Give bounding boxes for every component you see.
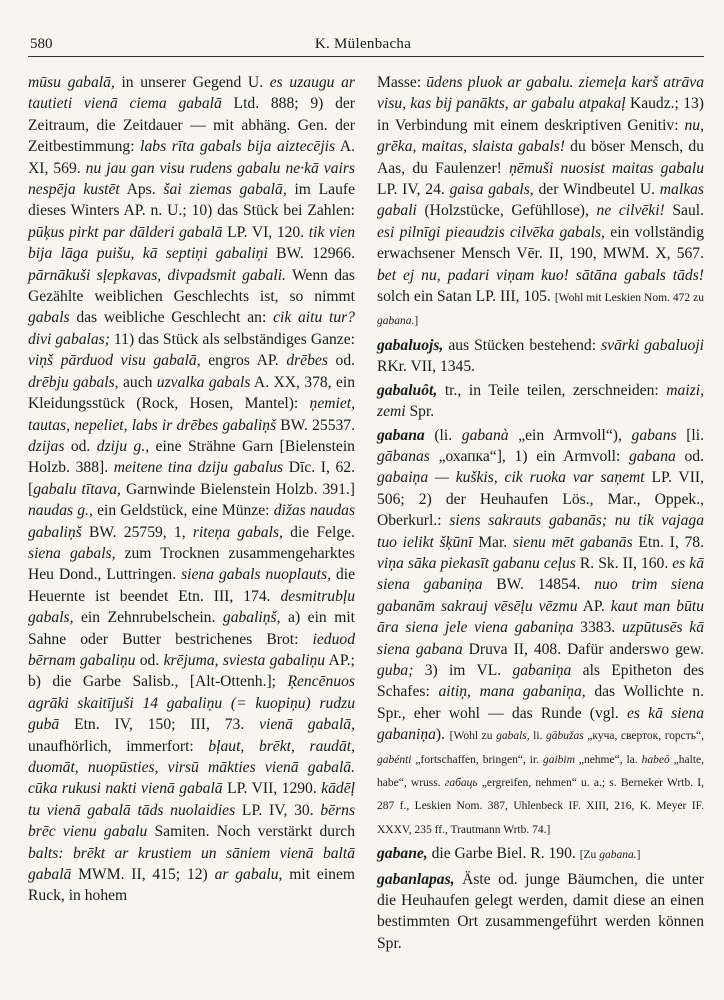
body-text: 3383. [573,619,622,637]
italic-text: gabalu tītava, [33,480,121,498]
body-text: das weibliche Geschlecht an: [69,309,274,327]
right-column [377,72,704,954]
italic-text: Ŗencēnuos agrāki skaitījuši 14 gabaliņu (= kuopiņu) rudzu gubā [28,673,355,734]
body-text: LP. VII, 506; 2) der Heuhaufen Lös., Mar., Oppek., Oberkurl.: [377,469,704,530]
body-text: Masse: [377,74,427,91]
headword: gabaluôt, [377,381,438,399]
body-text: Wenn das Gezählte weiblichen Geschlechts ist, so nimmt [28,266,355,306]
body-text: BW. 25537. [276,416,355,434]
body-text: Aps. [119,181,164,199]
body-text: unaufhörlich, immerfort: [28,737,209,755]
body-text: (Holzstücke, Gefühllose), [416,202,597,220]
body-text: od. [64,437,97,455]
italic-text: ne cilvēki! [596,202,665,220]
body-text: in unserer Gegend U. [114,74,270,91]
body-text: Saul. [664,202,705,220]
etymology-note: „halte, habe“, wruss. [377,753,704,789]
italic-text: gābanas [377,447,430,465]
italic-text: bet ej nu, padari viņam kuo! sātāna gabals tāds! [377,266,704,284]
headword: gabane, [377,845,428,863]
body-text: eine Strähne Garn [Bielenstein Holzb. 388]. [28,437,355,477]
etymology-italic: habeō [641,753,670,766]
etymology-italic: gabana. [599,849,637,862]
body-text: „ein Armvoll“), [508,426,632,444]
body-text: 3) im VL. [413,661,513,679]
body-text: Etn. I, 78. [632,533,704,551]
body-text: Äste od. junge Bäumchen, die unter die Heuhaufen gelegt werden, damit diese an einen bestimmten Ort zusammengeführt werden können Spr. [377,870,704,952]
italic-text: gaisa gabals, [449,181,534,199]
etymology-italic: gaibim [542,753,575,766]
italic-text: krējuma, sviesta gabaliņu [163,651,326,669]
body-text: auch [118,373,157,391]
body-text: od. [675,447,704,465]
etymology-note: „ergreifen, nehmen“ u. a.; s. Berneker Wrtb. I, 287 f., Leskien Nom. 387, Uhlenbeck IF. XIII, 216, K. Meyer IF. XXXV, 235 ff., Trautmann Wrtb. 74.] [377,777,704,836]
body-text: Druva II, 408. Dafür anderswo gew. [462,640,704,658]
headword: gabaluojs, [377,336,444,354]
italic-text: šai ziemas gabalā, [163,181,287,199]
italic-text: ieduod bērnam gabaliņu [28,630,355,669]
body-text: A. XI, 569. [28,138,355,177]
italic-text: kādēļ tu vienā gabalā tāds nuolaidies [28,780,355,819]
headword: gabana [377,426,425,444]
body-text: (li. [424,426,462,444]
italic-text: ar gabalu, [214,866,283,884]
italic-text: gabans [631,426,677,444]
italic-text: pūķus pirkt par dālderi gabalā [28,223,223,241]
entry-paragraph [28,72,355,907]
body-text: Dīc. I, 62. [ [28,459,355,498]
entry-paragraph [377,72,704,333]
left-column [28,72,355,954]
italic-text: tik vien bija lāga puišu, kā septiņi gabaliņi [28,223,355,263]
italic-text: gabals [28,309,70,327]
body-text: tr., in Teile teilen, zerschneiden: [437,381,667,399]
entry-paragraph [377,869,704,955]
etymology-italic: gabals, [496,730,530,743]
body-text: im Laufe dieses Winters AP. n. U.; 10) das Stück bei Zahlen: [28,181,356,220]
etymology-note: ] [636,849,641,862]
italic-text: gabanà [461,426,509,444]
italic-text: vienā gabalā, [259,716,355,734]
body-text: du böser Mensch, du Aas, du Faulenzer! [377,138,704,177]
etymology-italic: gābužas [546,730,584,743]
italic-text: dzijas [28,437,65,455]
body-text: Samiten. Noch verstärkt durch [147,823,355,841]
italic-text: kaut man būtu āra siena jele viena gabaniņa [377,597,705,637]
etymology-italic: габаць [444,777,478,789]
italic-text: labs rīta gabals bija aiztecējis [140,138,336,156]
page-number: 580 [30,36,53,52]
body-text: ). [435,726,450,744]
italic-text: mūsu gabalā, [28,74,115,91]
body-text: LP. IV, 24. [377,181,450,199]
body-text: BW. 25759, 1, [81,523,193,541]
italic-text: drēbes [286,352,328,370]
italic-text: siena gabals, [28,544,116,562]
italic-text: ņēmuši nuosist maitas gabalu [509,159,704,177]
body-text: a) ein mit Sahne oder Butter bestrichenes Brot: [28,609,355,648]
body-text: BW. 14854. [482,576,595,594]
italic-text: sienu mēt gabanās [512,533,633,551]
body-text: mit einem Ruck, in hohem [28,866,355,905]
body-text: „охапка“], 1) ein Armvoll: [429,447,630,465]
etymology-note: [Zu [579,849,600,862]
etymology-note: ] [414,315,419,328]
italic-text: desmitrubļu gabals, [28,587,355,627]
etymology-note: [Wohl mit Leskien Nom. 472 zu [554,292,704,305]
body-text: R. Sk. II, 160. [575,554,673,572]
body-text: AP.; b) die Garbe Salisb., [Alt-Ottenh.]; [28,651,355,691]
body-text: MWM. II, 415; 12) [71,866,215,884]
body-text: RKr. VII, 1345. [377,358,476,376]
body-text: od. [327,352,356,370]
entry-paragraph [377,380,704,423]
italic-text: meitene tina dziju gabalus [113,459,284,477]
italic-text: bļaut, brēkt, raudāt, duomāt, nuopūsties, virsū mākties vienā gabalā. cūka rukusi nakti vienā gabalā [28,737,355,798]
body-text: Ltd. 888; 9) der Zeitraum, die Zeitdauer — mit abhäng. Gen. der Zeitbestimmung: [28,95,355,156]
body-text: engros AP. [200,352,287,370]
body-text: die Heuernte ist beendet Etn. III, 174. [28,566,355,605]
body-text: od. [135,651,164,669]
italic-text: dižas naudas gabaliņš [28,502,356,541]
italic-text: dziju g., [96,437,150,455]
etymology-note: [Wohl zu [449,730,497,743]
italic-text: uzvalka gabals [156,373,251,391]
italic-text: aitiņ, mana gabaniņa, [438,683,586,701]
body-text: Mar. [472,533,513,551]
body-text: die Garbe Biel. R. 190. [427,845,580,863]
etymology-note: „fortschaffen, bringen“, ir. [411,753,543,766]
entry-paragraph [377,425,704,842]
body-text: 11) das Stück als selbständiges Ganze: [109,330,355,348]
italic-text: guba; [377,661,414,679]
italic-text: gabana [629,447,676,465]
italic-text: gabaliņš, [222,609,281,627]
italic-text: gabaiņa — kuškis, cik ruoka var saņemt [377,469,645,487]
page-header [22,30,704,54]
italic-text: nu, grēka, maitas, slaista gabals! [377,116,704,156]
italic-text: siens sakrauts gabanās; nu tik vajaga tuo ielikt šķūnī [377,512,705,551]
italic-text: es kā siena gabaniņa [377,554,705,594]
italic-text: cik aitu tur? divi gabalas; [28,309,355,348]
italic-text: svārki gabaluoji [601,336,704,354]
italic-text: drēbju gabals, [28,373,119,391]
italic-text: nuo trim siena gabanām sakrauj vēsēļu vēzmu [377,576,704,615]
body-text: ein Zehnrubelschein. [73,609,223,627]
italic-text: gabaniņa [512,661,572,679]
body-text: ein vollständig erwachsener Mensch Vēr. II, 190, MWM. X, 567. [377,223,704,263]
body-text: AP. [577,597,611,615]
italic-text: viņa sāka piekasīt gabanu ceļus [377,554,576,572]
body-text: das Wollichte n. Spr., eher wohl — das Runde (vgl. [377,683,705,722]
body-text: LP. VII, 1290. [222,780,322,798]
italic-text: nu jau gan visu rudens gabalu ne·kā vairs nespēja kustēt [28,159,355,199]
italic-text: riteņa gabals, [192,523,283,541]
body-text: aus Stücken bestehend: [443,336,602,354]
header-rule [28,56,704,57]
italic-text: esi pilnīgi pieaudzis cilvēka gabals, [377,223,605,241]
italic-text: bērns brēc vienu gabalu [28,801,356,841]
body-text: Spr. [405,403,435,421]
body-text: BW. 12966. [267,245,355,263]
italic-text: balts: brēkt ar krustiem un sāniem vienā baltā gabalā [28,844,355,884]
body-text: die Felge. [282,523,356,541]
etymology-italic: gabana. [377,315,415,328]
italic-text: pārnākuši sļepkavas, divpadsmit gabali. [28,266,286,284]
body-text: zum Trocknen zusammengeharktes Heu Dond., Luttringen. [28,544,355,584]
etymology-italic: gabénti [377,753,412,766]
body-text: LP. IV, 30. [235,801,321,819]
body-text: ein Geldstück, eine Münze: [92,502,274,520]
italic-text: es kā siena gabaniņa [377,704,704,744]
entry-paragraph [377,843,704,866]
italic-text: es uzaugu ar tautieti vienā ciema gabalā [28,74,355,113]
body-text: als Epitheton des Schafes: [377,661,704,701]
body-text: Kaudz.; 13) in Verbindung mit einem deskriptiven Genitiv: [377,95,705,134]
headword: gabanlapas, [377,870,455,888]
body-text: Etn. IV, 150; III, 73. [59,716,260,734]
italic-text: malkas gabali [377,181,704,220]
body-text: der Windbeutel U. [533,181,660,199]
body-text: LP. VI, 120. [222,223,309,241]
etymology-note: „куча, сверток, горсть“, [583,730,704,743]
running-head: K. Mülenbacha [314,36,412,52]
body-text: solch ein Satan LP. III, 105. [377,288,555,306]
italic-text: ūdens pluok ar gabalu. ziemeļa karš atrāva visu, kas bij panākts, ar gabalu atpakaļ [377,74,704,113]
etymology-note: „nehme“, la. [574,753,642,766]
italic-text: siena gabals nuoplauts, [181,566,331,584]
entry-paragraph [377,335,704,378]
etymology-note: li. [529,730,547,743]
body-text: A. XX, 378, ein Kleidungsstück (Rock, Hosen, Mantel): [28,373,355,413]
italic-text: viņš pārduod visu gabalā, [28,352,201,370]
italic-text: naudas g., [28,502,93,520]
body-text: [li. [676,426,704,444]
italic-text: maizi, zemi [377,381,704,421]
italic-text: uzpūtusēs kā siena gabana [377,619,704,658]
two-column-body [28,72,704,954]
italic-text: ņemiet, tautas, nepeliet, labs ir drēbes gabaliņš [28,395,355,434]
body-text: Garnwinde Bielenstein Holzb. 391.] [120,480,355,498]
